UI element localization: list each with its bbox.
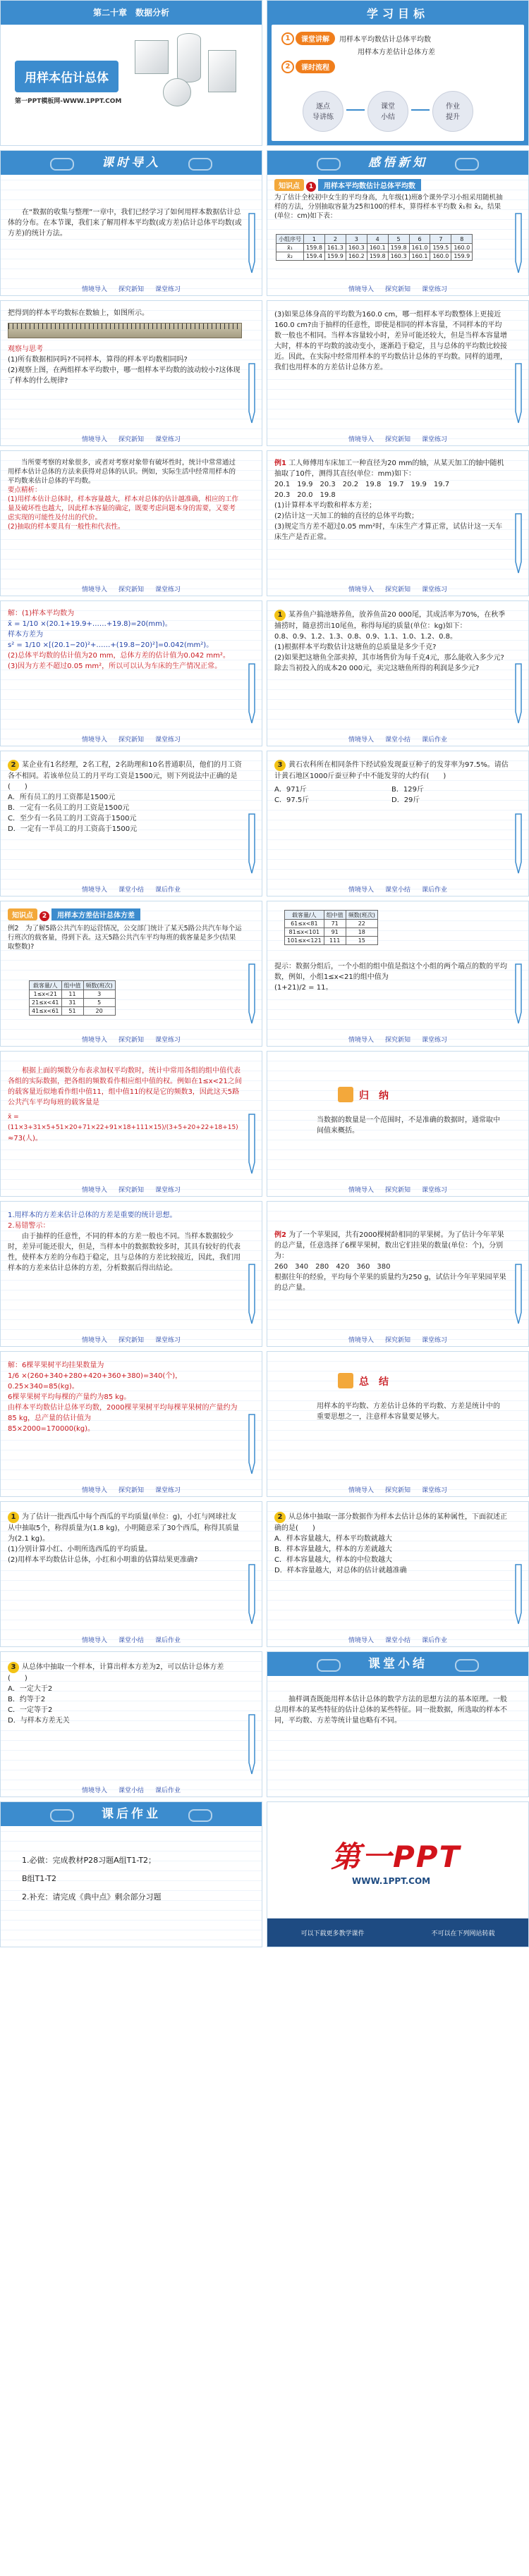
pen-icon: [245, 1113, 259, 1176]
example-tail: 根据往年的经验，平均每个苹果的质量约为250 g，试估计今年苹果园苹果的总产量。: [274, 1274, 506, 1292]
load-table-part-2: [284, 910, 378, 945]
table-row: 1≤x<21 11 3: [30, 990, 116, 999]
option-a[interactable]: A．一定大于2: [8, 1685, 53, 1693]
induction-heading: 归 纳: [359, 1090, 389, 1102]
decor-cube: [135, 40, 169, 74]
lesson-title: 用样本估计总体: [15, 61, 118, 92]
pen-icon: [245, 1563, 259, 1627]
footer-nav[interactable]: 情境导入 课堂小结 课后作业: [81, 1637, 181, 1644]
sample-mean-table: [276, 234, 473, 261]
slide-solution-2: [0, 1351, 262, 1497]
knowledge-tag-number: 1: [306, 182, 316, 192]
brand-url[interactable]: WWW.1PPT.COM: [352, 1876, 431, 1886]
footer-nav[interactable]: 情境导入 课堂小结 课后作业: [81, 1787, 181, 1794]
flow-node-3: 作业 提升: [432, 91, 473, 132]
knowledge-tag-text: 用样本平均数估计总体平均数: [318, 179, 421, 191]
example-q3: (3)规定当方差不超过0.05 mm²时，车床生产才算正常，试估计这一天车床生产是否正常。: [274, 523, 503, 541]
pen-icon: [511, 1563, 525, 1627]
flow-node-2: 课堂 小结: [367, 91, 408, 132]
slide-brand: [267, 1801, 529, 1947]
footer-nav[interactable]: 情境导入 探究新知 课堂练习: [348, 586, 448, 593]
slide-observe: [0, 300, 262, 446]
footer-nav[interactable]: 情境导入 探究新知 课堂练习: [348, 1337, 448, 1344]
slide-weighted-mean: [0, 1051, 262, 1197]
site-label: 第一PPT模板网-WWW.1PPT.COM: [15, 98, 122, 105]
exercise-q2: (2)如果把这塘鱼全部卖掉，其市场售价为每千克4元，那么能收入多少元?除去当初投入的成本20 000元，卖完这塘鱼所得的利润是多少元?: [274, 654, 504, 672]
observe-heading: 观察与思考: [8, 345, 43, 353]
footer-nav[interactable]: 情境导入 探究新知 课堂练习: [81, 1337, 181, 1344]
notebook-icon: [338, 1087, 353, 1102]
solution-formula-2: s² = 1/10 ×[(20.1−20)²+……+(19.8−20)²]=0.042(mm²)。: [8, 641, 214, 649]
example-q2: (2)估计这一天加工的轴的直径的总体平均数；: [274, 512, 419, 520]
summary-note-heading: 总 结: [359, 1376, 389, 1388]
option-c[interactable]: C．97.5斤: [274, 796, 310, 804]
option-d[interactable]: D．一定有一半员工的月工资高于1500元: [8, 825, 138, 833]
option-d[interactable]: D．样本容量越大，对总体的估计就越准确: [274, 1567, 407, 1574]
exercise-body: 某企业有1名经理，2名工程，2名助理和10名普通职员，他们的月工资各不相同。若该单位员工的月平均工资是1500元，则下列说法中正确的是( ): [8, 761, 242, 791]
number-line-figure: [8, 323, 242, 338]
homework-line-1: 1.必做：完成教材P28习题A组T1-T2；: [22, 1856, 157, 1865]
solution-intro: 解：6棵苹果树平均挂果数量为: [8, 1362, 104, 1369]
midpoint-formula: (1+21)/2 = 11。: [274, 984, 333, 992]
exercise-data: 0.8、0.9、1.2、1.3、0.8、0.9、1.1、1.0、1.2、0.8。: [274, 633, 458, 641]
decor-cylinder: [177, 33, 201, 82]
brand-logo: 第一PPT: [331, 1839, 461, 1874]
chapter-label: 第二十章 数据分析: [92, 8, 169, 18]
solution-answer-3: 85×2000=170000(kg)。: [8, 1425, 95, 1433]
exercise-number: 3: [8, 1662, 19, 1673]
footer-nav[interactable]: 情境导入 探究新知 课堂练习: [348, 1487, 448, 1494]
pen-icon: [511, 813, 525, 876]
pen-icon: [245, 1263, 259, 1326]
pen-icon: [511, 1263, 525, 1326]
solution-answer-2: 由样本平均数估计总体平均数，2000棵苹果树平均每棵苹果树的产量约为85 kg，总产量的估计值为: [8, 1404, 238, 1422]
observe-body: 把得到的样本平均数标在数轴上，如图所示。: [8, 309, 149, 317]
knowledge-intro: 为了估计全校初中女生的平均身高，九年级(1)班8个课外学习小组采用随机抽样的方法，分别抽取容量为25和100的样本，算得样本平均数 x̄₁和 x̄₂，结果(单位：cm)如下表：: [274, 194, 503, 220]
table-header-row: 载客量/人 组中值 频数(班次): [285, 911, 378, 920]
exercise-body: 某养鱼户搞池塘养鱼，放养鱼苗20 000尾，其成活率为70%，在秋季捕捞时，随意捞出10尾鱼，称得每尾的质量(单位：kg)如下：: [274, 611, 506, 630]
notebook-icon: [338, 1373, 353, 1388]
slide-solution-1: [0, 600, 262, 746]
slide-exercise-3: [267, 751, 529, 896]
footer-nav[interactable]: 情境导入 探究新知 课堂练习: [81, 586, 181, 593]
summary-note-body: 用样本的平均数、方差估计总体的平均数、方差是统计中的重要思想之一，注意样本容量要足够大。: [317, 1403, 500, 1421]
solution-formula-1: x̄ = 1/10 ×(20.1+19.9+……+19.8)=20(mm)。: [8, 620, 172, 628]
pen-icon: [511, 362, 525, 426]
pen-icon: [511, 512, 525, 576]
keypoint-note-2: (2)抽取的样本要具有一般性和代表性。: [8, 523, 125, 531]
pen-icon: [245, 813, 259, 876]
decor-sphere: [163, 78, 191, 106]
slide-title: [0, 0, 262, 146]
slide-induction: [267, 1051, 529, 1197]
goal-badge-2: 课时流程: [296, 60, 335, 73]
example-number: 例2: [274, 1231, 286, 1239]
knowledge-tag-number: 2: [39, 911, 49, 921]
solution-answer-1: 6棵苹果树平均每棵的产量约为85 kg。: [8, 1393, 131, 1401]
table-row: 101≤x<121 111 15: [285, 937, 378, 945]
slide-homework: [0, 1801, 262, 1947]
option-b[interactable]: B．约等于2: [8, 1696, 46, 1703]
weighted-formula: x̄ = (11×3+31×5+51×20+71×22+91×18+111×15)/(3+5+20+22+18+15): [8, 1114, 238, 1131]
variance-note-1: 1.用样本的方差来估计总体的方差是重要的统计思想。: [8, 1212, 177, 1219]
example-number: 例1: [274, 460, 286, 467]
table-row: 81≤x<101 91 18: [285, 928, 378, 937]
option-d[interactable]: D．与样本方差无关: [8, 1717, 70, 1725]
brand-note-1: 可以下载更多教学课件: [300, 1930, 365, 1937]
keypoint-note-1: (1)用样本估计总体时，样本容量越大，样本对总体的估计越准确，相应的工作量及破坏性也越大，因此样本容量的确定，既要考虑问题本身的需要，又要考虑实现的可能性及付出的代价。: [8, 495, 238, 522]
slide-conclusion: [267, 300, 529, 446]
observe-q1: (1)所有数据相同吗?不同样本，算得的样本平均数相同吗?: [8, 356, 188, 364]
option-d[interactable]: D．29斤: [391, 796, 420, 804]
slide-exercise-2: [0, 751, 262, 896]
table-row: 41≤x<61 51 20: [30, 1007, 116, 1016]
flow-node-1: 逐点 导讲练: [303, 91, 343, 132]
slide-knowledge-2b: [267, 901, 529, 1047]
option-c[interactable]: C．样本容量越大，样本的中位数越大: [274, 1556, 392, 1564]
footer-nav[interactable]: 情境导入 探究新知 课堂练习: [81, 286, 181, 293]
variance-note-2: 2.易错警示：: [8, 1222, 50, 1230]
slide-knowledge-2: [0, 901, 262, 1047]
option-a[interactable]: A．所有员工的月工资都是1500元: [8, 794, 116, 801]
slide-goals: [267, 0, 529, 146]
pen-icon: [511, 212, 525, 276]
solution-variance-label: 样本方差为: [8, 631, 43, 639]
exercise-number: 2: [274, 1512, 286, 1523]
slide-variance-notes: [0, 1201, 262, 1347]
conclusion-body: (3)如果总体身高的平均数为160.0 cm，哪一组样本平均数整体上更接近160.0 cm?由于抽样的任意性，即使是相同的样本容量，不同样本的平均数一般也不相同。当样本容量较小时，差异可能还较大，但是当样本容量增大时，样本的平均数的波动变小，逐渐趋于稳定，且与总体的平均数比较接近。因此，在实际中经常用样本的平均数估计总体的平均数。同样的道理，我们也用样本的方差估计总体方差。: [274, 311, 507, 371]
weighted-answer: ≈73(人)。: [8, 1135, 42, 1142]
option-c[interactable]: C．一定等于2: [8, 1706, 53, 1714]
option-b[interactable]: B．一定有一名员工的月工资是1500元: [8, 804, 130, 812]
footer-nav[interactable]: 情境导入 探究新知 课堂练习: [348, 1187, 448, 1194]
footer-nav[interactable]: 情境导入 探究新知 课堂练习: [348, 436, 448, 443]
summary-body: 抽样调查既能用样本估计总体的数学方法的思想方法的基本原理。一般总用样本的某些特征的估计总体的某些特征。同一批数据，所选取的样本不同，平均数、方差等统计量也略有不同。: [274, 1696, 507, 1725]
slide-exercise-4: [0, 1501, 262, 1647]
load-table-part-1: [29, 980, 116, 1016]
exercise-body: 从总体中抽取一部分数据作为样本去估计总体的某种属性，下面叙述正确的是( ): [274, 1513, 507, 1532]
footer-nav[interactable]: 情境导入 探究新知 课堂练习: [81, 737, 181, 744]
exercise-q1: (1)分别计算小红、小明所选西瓜的平均质量。: [8, 1546, 152, 1553]
solution-intro: 解：(1)样本平均数为: [8, 610, 75, 617]
process-flow: [303, 91, 500, 136]
keypoint-body: 当所要考察的对象很多，或者对考察对象带有破坏性时，统计中常常通过用样本估计总体的方法来获得对总体的认识。例如，实际生活中经常用样本的平均数来估计总体的平均数。: [8, 459, 236, 485]
example-data-2: 20.3 20.0 19.8: [274, 491, 336, 499]
pen-icon: [245, 1713, 259, 1777]
example-q1: (1)计算样本平均数和样本方差；: [274, 502, 377, 510]
intro-heading: 课时导入: [1, 151, 262, 175]
exercise-body: 从总体中抽取一个样本，计算出样本方差为2，可以估计总体方差( ): [8, 1663, 224, 1682]
table-row: 61≤x<81 71 22: [285, 920, 378, 928]
exercise-number: 1: [8, 1512, 19, 1523]
footer-nav[interactable]: 情境导入 探究新知 课堂练习: [81, 1487, 181, 1494]
option-b[interactable]: B．129斤: [391, 786, 424, 794]
knowledge-tag-text: 用样本方差估计总体方差: [51, 908, 140, 920]
slide-new-knowledge: [267, 150, 529, 296]
pen-icon: [511, 663, 525, 726]
example-data: 260 340 280 420 360 380: [274, 1263, 391, 1271]
pen-icon: [245, 963, 259, 1026]
solution-formula-2: 0.25×340=85(kg)。: [8, 1383, 79, 1391]
goal-badge-1: 课堂讲解: [296, 32, 335, 45]
keypoint-heading: 要点精析：: [8, 486, 42, 494]
table-row: 21≤x<41 31 5: [30, 999, 116, 1007]
footer-nav[interactable]: 情境导入 探究新知 课堂练习: [81, 1037, 181, 1044]
footer-nav[interactable]: 情境导入 课堂小结 课后作业: [348, 1637, 448, 1644]
homework-line-2: B组T1-T2: [22, 1874, 56, 1883]
option-c[interactable]: C．至少有一名员工的月工资高于1500元: [8, 815, 137, 822]
slide-example-1: [267, 450, 529, 596]
brand-note-2: 不可以在下列网站转载: [431, 1930, 495, 1937]
knowledge-tag: 知识点: [8, 908, 37, 920]
slide-example-2: [267, 1201, 529, 1347]
goals-heading: 学习目标: [366, 7, 429, 20]
intro-body: 在“数据的收集与整理”一章中，我们已经学习了如何用样本数据估计总体的分布。在本节课，我们来了解用样本平均数(或方差)估计总体平均数(或方差)的统计方法。: [8, 209, 242, 238]
footer-nav[interactable]: 情境导入 课堂小结 课后作业: [348, 887, 448, 894]
weighted-body: 根据上面的频数分布表求加权平均数时，统计中常用各组的组中值代表各组的实际数据，把各组的频数看作相应组中值的权。例如在1≤x<21之间的载客量近似地看作组中值11，组中值11的权是它的频数3，因此这天5路公共汽车平均每班的载客量是: [8, 1067, 242, 1107]
pen-icon: [511, 963, 525, 1026]
table-row: x̄₁ 159.8 161.3 160.3 160.1 159.8 161.0 159.5 160.0: [276, 244, 473, 252]
variance-note-3: 由于抽样的任意性，不同的样本的方差一般也不同。当样本数据较少时，差异可能还很大，但是，当样本中的数据数较多时，其具有较好的代表性，使样本方差的分布趋于稳定，且与总体的方差比较接近，因此，我们用样本的方差来估计总体的方差，分析数据后得出结论。: [8, 1233, 241, 1272]
slide-exercise-1: [267, 600, 529, 746]
slide-exercise-5: [267, 1501, 529, 1647]
summary-heading: 课堂小结: [267, 1652, 528, 1676]
footer-nav[interactable]: 情境导入 探究新知 课堂练习: [348, 1037, 448, 1044]
pen-icon: [245, 663, 259, 726]
option-a[interactable]: A．971斤: [274, 786, 307, 794]
table-row: x̄₂ 159.4 159.9 160.2 159.8 160.3 160.1 160.0 159.9: [276, 252, 473, 261]
slide-key-points: [0, 450, 262, 596]
exercise-number: 1: [274, 610, 286, 621]
slide-exercise-6: [0, 1651, 262, 1797]
example2-body: 例2 为了解5路公共汽车的运营情况，公交部门统计了某天5路公共汽车每个运行班次的载客量，得到下表。这天5路公共汽车平均每班的载客量是多少(结果取整数)?: [8, 925, 242, 951]
goal-text-1b: 用样本方差估计总体方差: [358, 49, 435, 56]
midpoint-hint: 提示：数据分组后，一个小组的组中值是指这个小组的两个端点的数的平均数，例如，小组1≤x<21的组中值为: [274, 963, 507, 981]
induction-body: 当数据的数量是一个范围时，不是准确的数据时，通常取中间值来概括。: [317, 1116, 500, 1135]
solution-answer-2: (2)总体平均数的估计值为20 mm，总体方差的估计值为0.042 mm²。: [8, 652, 230, 660]
footer-nav[interactable]: 情境导入 探究新知 课堂练习: [81, 436, 181, 443]
pen-icon: [245, 212, 259, 276]
brand-bar: [267, 1918, 528, 1947]
decor-prism: [208, 50, 236, 92]
exercise-q1: (1)根据样本平均数估计这塘鱼的总质量是多少千克?: [274, 643, 437, 651]
homework-heading: 课后作业: [1, 1802, 262, 1826]
example-body: 为了一个苹果园，共有2000棵树龄相同的苹果树。为了估计今年苹果的总产量，任意选择了6棵苹果树，数出它们挂果的数量(单位：个)，分别为：: [274, 1231, 504, 1260]
footer-nav[interactable]: 情境导入 课堂小结 课后作业: [348, 737, 448, 744]
table-header-row: 载客量/人 组中值 频数(班次): [30, 981, 116, 990]
knowledge-tag: 知识点: [274, 179, 304, 191]
example-body: 工人师傅用车床加工一种直径为20 mm的轴，从某天加工的轴中随机抽取了10件，测得其直径(单位：mm)如下：: [274, 460, 504, 478]
homework-line-3: 2.补充：请完成《典中点》剩余部分习题: [22, 1892, 162, 1902]
option-a[interactable]: A．样本容量越大，样本平均数就越大: [274, 1535, 392, 1543]
pen-icon: [245, 362, 259, 426]
exercise-q2: (2)用样本平均数估计总体，小红和小明谁的估算结果更准确?: [8, 1556, 198, 1564]
exercise-body: 为了估计一批西瓜中每个西瓜的平均质量(单位：g)，小红与网球社友从中抽取5个，称得质量为(1.8 kg)，小明随意采了30个西瓜，称得其质量为(2.1 kg)。: [8, 1513, 240, 1543]
table-header-row: 小组序号 1 2 3 4 5 6 7 8: [276, 235, 473, 244]
exercise-number: 2: [8, 760, 19, 771]
solution-formula-1: 1/6 ×(260+340+280+420+360+380)=340(个)，: [8, 1372, 183, 1380]
footer-nav[interactable]: 情境导入 探究新知 课堂练习: [348, 286, 448, 293]
goal-number-1: 1: [281, 32, 294, 45]
goal-number-2: 2: [281, 61, 294, 73]
slide-lesson-summary: [267, 1651, 529, 1797]
exercise-number: 3: [274, 760, 286, 771]
slide-intro: [0, 150, 262, 296]
option-b[interactable]: B．样本容量越大，样本的方差就越大: [274, 1546, 392, 1553]
solution-answer-3: (3)因为方差不超过0.05 mm²，所以可以认为车床的生产情况正常。: [8, 663, 222, 670]
slide-summary-note: [267, 1351, 529, 1497]
footer-nav[interactable]: 情境导入 探究新知 课堂练习: [81, 1187, 181, 1194]
observe-q2: (2)观察上图，在两组样本平均数中，哪一组样本平均数的波动较小?这体现了样本的什么规律?: [8, 366, 241, 385]
example-data-1: 20.1 19.9 20.3 20.2 19.8 19.7 19.9 19.7: [274, 481, 450, 488]
goal-text-1a: 用样本平均数估计总体平均数: [339, 36, 431, 44]
exercise-body: 黄石农科所在相同条件下经试验发现蚕豆种子的发芽率为97.5%。请估计黄石地区1000斤蚕豆种子中不能发芽的大约有( ): [274, 761, 509, 780]
knowledge-heading: 感悟新知: [267, 151, 528, 175]
pen-icon: [245, 1413, 259, 1477]
footer-nav[interactable]: 情境导入 课堂小结 课后作业: [81, 887, 181, 894]
